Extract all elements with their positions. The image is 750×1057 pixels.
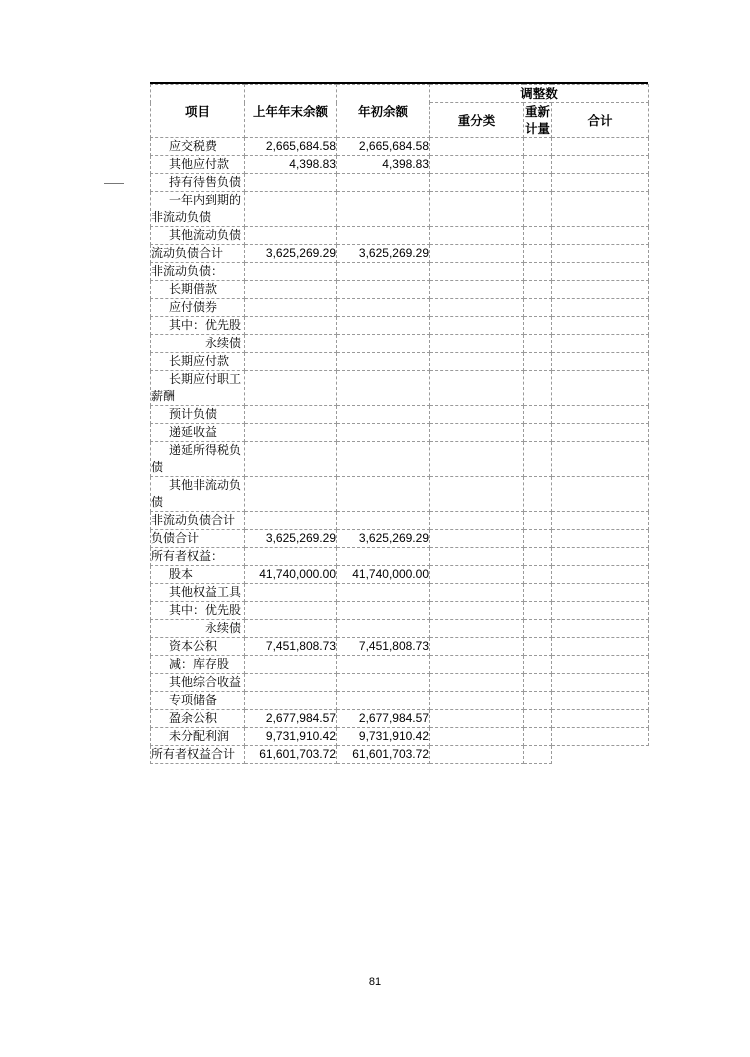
table-row — [151, 245, 649, 263]
row-label: 其中：优先股 — [151, 317, 245, 335]
prev-year-end-value — [245, 424, 337, 442]
total-cell — [552, 530, 649, 548]
total-cell — [552, 424, 649, 442]
remeasurement-cell — [524, 674, 552, 692]
prev-year-end-value: 3,625,269.29 — [245, 245, 337, 263]
table-row — [151, 317, 649, 335]
row-label: 专项储备 — [151, 692, 245, 710]
year-begin-value — [337, 371, 430, 406]
table-row — [151, 477, 649, 512]
table-row — [151, 263, 649, 281]
year-begin-value — [337, 442, 430, 477]
reclassification-cell — [430, 335, 524, 353]
year-begin-value — [337, 512, 430, 530]
row-label: 其他权益工具 — [151, 584, 245, 602]
prev-year-end-value — [245, 406, 337, 424]
row-label: 永续债 — [151, 620, 245, 638]
reclassification-cell — [430, 746, 524, 764]
total-cell — [552, 174, 649, 192]
year-begin-value: 7,451,808.73 — [337, 638, 430, 656]
row-label: 其他流动负债 — [151, 227, 245, 245]
year-begin-value — [337, 656, 430, 674]
table-row — [151, 620, 649, 638]
row-label: 永续债 — [151, 335, 245, 353]
reclassification-cell — [430, 728, 524, 746]
total-cell — [552, 477, 649, 512]
reclassification-cell — [430, 406, 524, 424]
reclassification-cell — [430, 530, 524, 548]
year-begin-value: 4,398.83 — [337, 156, 430, 174]
remeasurement-cell — [524, 638, 552, 656]
row-label: 长期应付款 — [151, 353, 245, 371]
row-label: 预计负债 — [151, 406, 245, 424]
header-total: 合计 — [552, 103, 649, 138]
table-row — [151, 548, 649, 566]
row-label: 盈余公积 — [151, 710, 245, 728]
total-cell — [552, 406, 649, 424]
remeasurement-cell — [524, 371, 552, 406]
prev-year-end-value: 9,731,910.42 — [245, 728, 337, 746]
total-cell — [552, 263, 649, 281]
total-cell — [552, 512, 649, 530]
table-row — [151, 299, 649, 317]
table-row — [151, 424, 649, 442]
prev-year-end-value — [245, 371, 337, 406]
total-cell — [552, 548, 649, 566]
year-begin-value — [337, 263, 430, 281]
prev-year-end-value: 61,601,703.72 — [245, 746, 337, 764]
reclassification-cell — [430, 245, 524, 263]
table-row — [151, 584, 649, 602]
remeasurement-cell — [524, 424, 552, 442]
table-row — [151, 335, 649, 353]
table-row — [151, 512, 649, 530]
year-begin-value: 9,731,910.42 — [337, 728, 430, 746]
total-cell — [552, 620, 649, 638]
row-label: 非流动负债： — [151, 263, 245, 281]
total-cell — [552, 245, 649, 263]
year-begin-value: 61,601,703.72 — [337, 746, 430, 764]
reclassification-cell — [430, 263, 524, 281]
reclassification-cell — [430, 281, 524, 299]
prev-year-end-value — [245, 263, 337, 281]
table-row — [151, 174, 649, 192]
year-begin-value — [337, 477, 430, 512]
row-label: 负债合计 — [151, 530, 245, 548]
year-begin-value — [337, 620, 430, 638]
year-begin-value — [337, 692, 430, 710]
table-row — [151, 566, 649, 584]
year-begin-value — [337, 406, 430, 424]
prev-year-end-value: 2,665,684.58 — [245, 138, 337, 156]
table-row — [151, 406, 649, 424]
total-cell — [552, 746, 649, 764]
reclassification-cell — [430, 299, 524, 317]
year-begin-value: 3,625,269.29 — [337, 530, 430, 548]
year-begin-value — [337, 227, 430, 245]
reclassification-cell — [430, 317, 524, 335]
prev-year-end-value: 7,451,808.73 — [245, 638, 337, 656]
table-row — [151, 192, 649, 227]
table-row — [151, 710, 649, 728]
reclassification-cell — [430, 602, 524, 620]
remeasurement-cell — [524, 263, 552, 281]
remeasurement-cell — [524, 620, 552, 638]
year-begin-value — [337, 174, 430, 192]
prev-year-end-value — [245, 512, 337, 530]
row-label: 递延所得税负债 — [151, 442, 245, 477]
row-label: 其他综合收益 — [151, 674, 245, 692]
total-cell — [552, 656, 649, 674]
header-item: 项目 — [151, 85, 245, 138]
table-row — [151, 156, 649, 174]
reclassification-cell — [430, 638, 524, 656]
table-row — [151, 530, 649, 548]
year-begin-value: 3,625,269.29 — [337, 245, 430, 263]
row-label: 减：库存股 — [151, 656, 245, 674]
prev-year-end-value — [245, 353, 337, 371]
year-begin-value: 2,665,684.58 — [337, 138, 430, 156]
row-label: 流动负债合计 — [151, 245, 245, 263]
total-cell — [552, 710, 649, 728]
total-cell — [552, 353, 649, 371]
balance-adjustment-table — [150, 84, 649, 764]
table-row — [151, 746, 649, 764]
reclassification-cell — [430, 156, 524, 174]
reclassification-cell — [430, 620, 524, 638]
prev-year-end-value — [245, 477, 337, 512]
remeasurement-cell — [524, 245, 552, 263]
header-reclassification: 重分类 — [430, 103, 524, 138]
remeasurement-cell — [524, 746, 552, 764]
year-begin-value — [337, 548, 430, 566]
prev-year-end-value — [245, 656, 337, 674]
prev-year-end-value: 2,677,984.57 — [245, 710, 337, 728]
prev-year-end-value — [245, 227, 337, 245]
remeasurement-cell — [524, 692, 552, 710]
prev-year-end-value — [245, 335, 337, 353]
table-row — [151, 674, 649, 692]
year-begin-value — [337, 299, 430, 317]
table-row — [151, 602, 649, 620]
reclassification-cell — [430, 584, 524, 602]
reclassification-cell — [430, 710, 524, 728]
reclassification-cell — [430, 424, 524, 442]
remeasurement-cell — [524, 512, 552, 530]
remeasurement-cell — [524, 281, 552, 299]
header-prev-year-end: 上年年末余额 — [245, 85, 337, 138]
reclassification-cell — [430, 174, 524, 192]
row-label: 长期应付职工薪酬 — [151, 371, 245, 406]
reclassification-cell — [430, 442, 524, 477]
total-cell — [552, 638, 649, 656]
prev-year-end-value — [245, 620, 337, 638]
total-cell — [552, 566, 649, 584]
reclassification-cell — [430, 227, 524, 245]
remeasurement-cell — [524, 548, 552, 566]
row-label: 未分配利润 — [151, 728, 245, 746]
remeasurement-cell — [524, 317, 552, 335]
row-label: 资本公积 — [151, 638, 245, 656]
prev-year-end-value: 3,625,269.29 — [245, 530, 337, 548]
year-begin-value — [337, 335, 430, 353]
remeasurement-cell — [524, 192, 552, 227]
prev-year-end-value — [245, 192, 337, 227]
row-label: 其他非流动负债 — [151, 477, 245, 512]
row-label: 所有者权益： — [151, 548, 245, 566]
remeasurement-cell — [524, 710, 552, 728]
prev-year-end-value — [245, 548, 337, 566]
remeasurement-cell — [524, 656, 552, 674]
prev-year-end-value — [245, 317, 337, 335]
header-year-begin: 年初余额 — [337, 85, 430, 138]
remeasurement-cell — [524, 335, 552, 353]
total-cell — [552, 728, 649, 746]
total-cell — [552, 156, 649, 174]
year-begin-value — [337, 584, 430, 602]
header-adjustments: 调整数 — [430, 85, 649, 103]
prev-year-end-value: 41,740,000.00 — [245, 566, 337, 584]
table-row — [151, 638, 649, 656]
remeasurement-cell — [524, 406, 552, 424]
year-begin-value — [337, 317, 430, 335]
reclassification-cell — [430, 656, 524, 674]
reclassification-cell — [430, 138, 524, 156]
remeasurement-cell — [524, 566, 552, 584]
reclassification-cell — [430, 371, 524, 406]
year-begin-value — [337, 353, 430, 371]
row-label: 长期借款 — [151, 281, 245, 299]
prev-year-end-value — [245, 174, 337, 192]
table-row — [151, 353, 649, 371]
prev-year-end-value — [245, 692, 337, 710]
row-label: 应交税费 — [151, 138, 245, 156]
row-label: 非流动负债合计 — [151, 512, 245, 530]
table-row — [151, 442, 649, 477]
header-remeasurement: 重新计量 — [524, 104, 550, 136]
table-row — [151, 656, 649, 674]
remeasurement-cell — [524, 227, 552, 245]
prev-year-end-value — [245, 299, 337, 317]
remeasurement-cell — [524, 442, 552, 477]
row-label: 递延收益 — [151, 424, 245, 442]
total-cell — [552, 371, 649, 406]
reclassification-cell — [430, 477, 524, 512]
row-label: 其中：优先股 — [151, 602, 245, 620]
prev-year-end-value — [245, 281, 337, 299]
reclassification-cell — [430, 674, 524, 692]
reclassification-cell — [430, 548, 524, 566]
table-row — [151, 371, 649, 406]
total-cell — [552, 442, 649, 477]
margin-mark — [104, 183, 124, 184]
year-begin-value: 2,677,984.57 — [337, 710, 430, 728]
total-cell — [552, 299, 649, 317]
total-cell — [552, 227, 649, 245]
total-cell — [552, 584, 649, 602]
page-number: 81 — [368, 976, 382, 988]
remeasurement-cell — [524, 602, 552, 620]
table-row — [151, 728, 649, 746]
prev-year-end-value — [245, 674, 337, 692]
row-label: 其他应付款 — [151, 156, 245, 174]
remeasurement-cell — [524, 530, 552, 548]
row-label: 股本 — [151, 566, 245, 584]
reclassification-cell — [430, 353, 524, 371]
table-row — [151, 692, 649, 710]
remeasurement-cell — [524, 477, 552, 512]
remeasurement-cell — [524, 174, 552, 192]
year-begin-value: 41,740,000.00 — [337, 566, 430, 584]
year-begin-value — [337, 424, 430, 442]
remeasurement-cell — [524, 728, 552, 746]
prev-year-end-value: 4,398.83 — [245, 156, 337, 174]
reclassification-cell — [430, 692, 524, 710]
total-cell — [552, 317, 649, 335]
remeasurement-cell — [524, 353, 552, 371]
remeasurement-cell — [524, 584, 552, 602]
total-cell — [552, 192, 649, 227]
year-begin-value — [337, 281, 430, 299]
reclassification-cell — [430, 566, 524, 584]
reclassification-cell — [430, 512, 524, 530]
row-label: 应付债券 — [151, 299, 245, 317]
year-begin-value — [337, 602, 430, 620]
table-row — [151, 227, 649, 245]
prev-year-end-value — [245, 602, 337, 620]
total-cell — [552, 692, 649, 710]
table-row — [151, 138, 649, 156]
year-begin-value — [337, 674, 430, 692]
total-cell — [552, 335, 649, 353]
row-label: 持有待售负债 — [151, 174, 245, 192]
remeasurement-cell — [524, 299, 552, 317]
remeasurement-cell — [524, 156, 552, 174]
row-label: 所有者权益合计 — [151, 746, 245, 764]
total-cell — [552, 281, 649, 299]
total-cell — [552, 674, 649, 692]
total-cell — [552, 602, 649, 620]
prev-year-end-value — [245, 584, 337, 602]
year-begin-value — [337, 192, 430, 227]
row-label: 一年内到期的非流动负债 — [151, 192, 245, 227]
prev-year-end-value — [245, 442, 337, 477]
total-cell — [552, 138, 649, 156]
reclassification-cell — [430, 192, 524, 227]
table-row — [151, 281, 649, 299]
remeasurement-cell — [524, 138, 552, 156]
